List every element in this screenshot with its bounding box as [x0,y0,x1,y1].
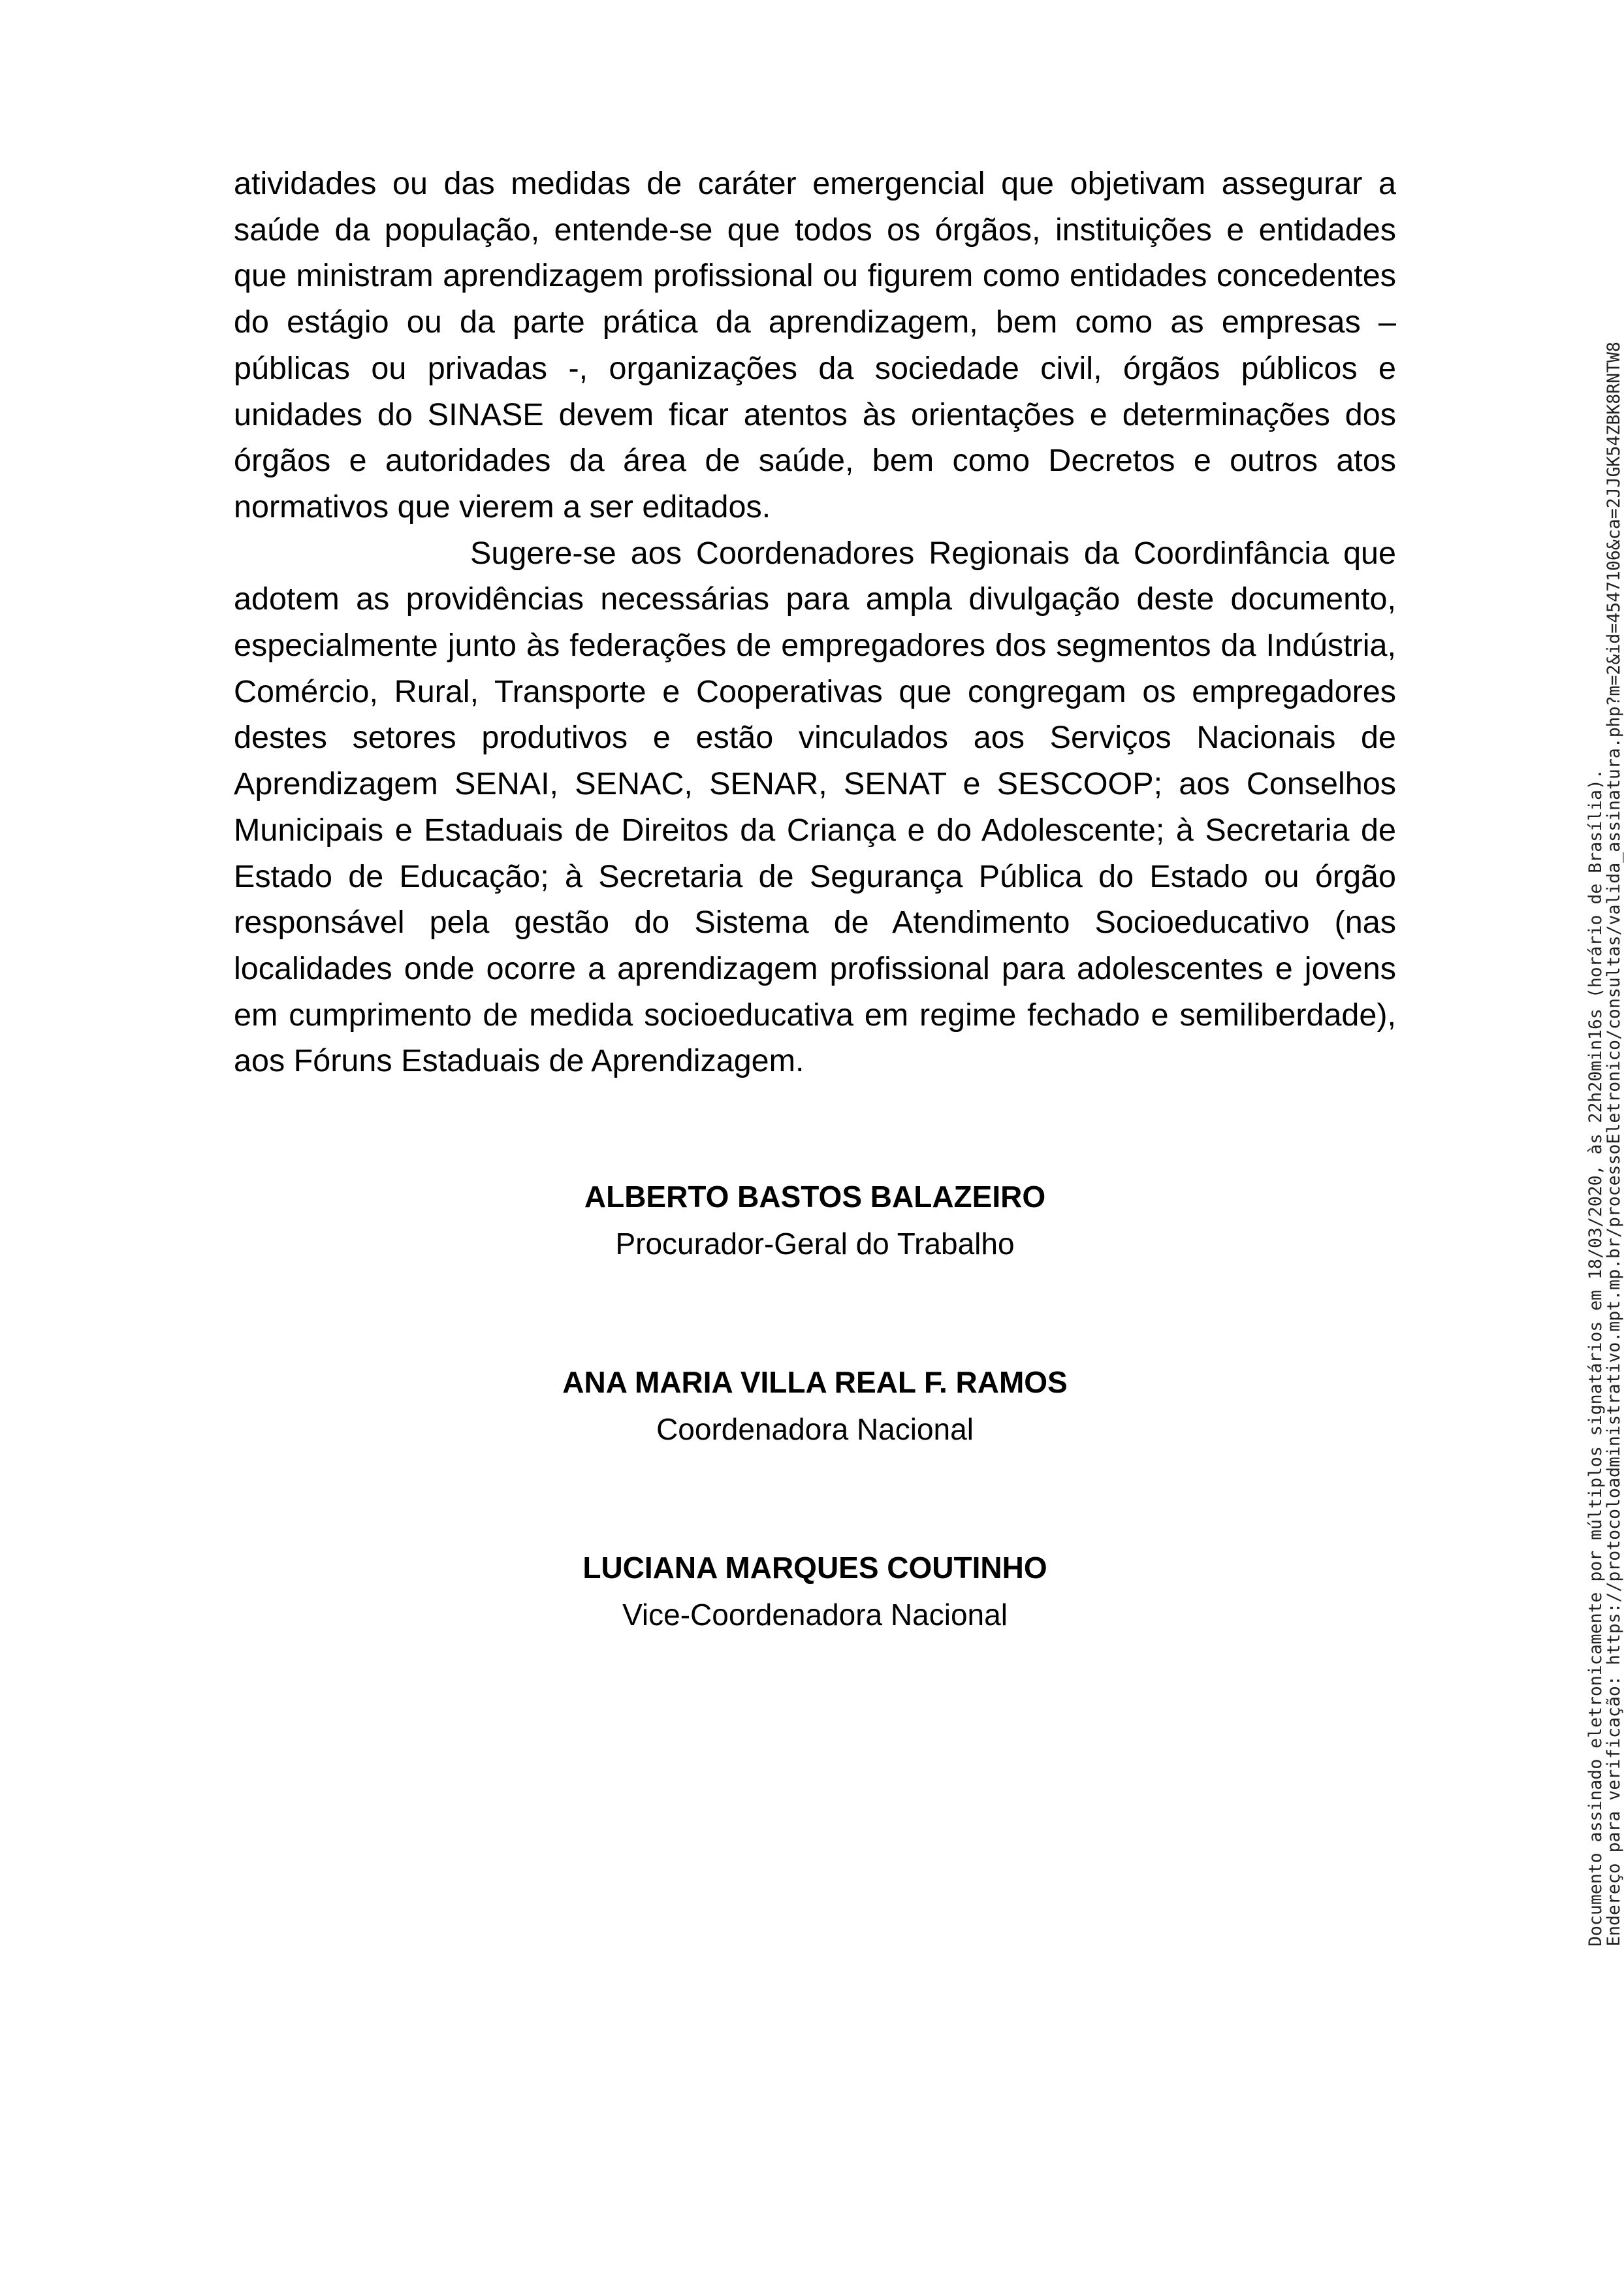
electronic-signature-stamp [1585,342,1624,1946]
signatory-block [234,1173,1396,1267]
signatory-name: ANA MARIA VILLA REAL F. RAMOS [562,1365,1068,1399]
paragraph-emergency-measures: atividades ou das medidas de caráter emergencial que objetivam assegurar a saúde da população, entende-se que todos os órgãos, instituições e entidades que ministram aprendizagem profissional ou figurem como entidades concedentes do estágio ou da parte prática da aprendizagem, bem como as empresas – públicas ou privadas -, organizações da sociedade civil, órgãos públicos e unidades do SINASE devem ficar atentos às orientações e determinações dos órgãos e autoridades da área de saúde, bem como Decretos e outros atos normativos que vierem a ser editados. [234,166,1396,525]
signatory-name: LUCIANA MARQUES COUTINHO [582,1551,1047,1585]
document-body [234,161,1396,1084]
signature-stamp-line: Documento assinado eletronicamente por múltiplos signatários em 18/03/2020, às 22h20min16s (horário de Brasília). [1585,769,1606,1946]
signatory-role: Procurador-Geral do Trabalho [615,1227,1015,1261]
signatory-name: ALBERTO BASTOS BALAZEIRO [584,1180,1046,1214]
signatory-role: Coordenadora Nacional [656,1412,974,1446]
signatory-block [234,1544,1396,1638]
verification-address-line: Endereço para verificação: https://protocoloadministrativo.mpt.mp.br/processoEletronico/consultas/valida_assinatura.php?m=2&id=4547106&ca=2JJGK54ZBK8RNTW8 [1604,342,1624,1946]
signatory-block [234,1359,1396,1453]
paragraph-suggestion: Sugere-se aos Coordenadores Regionais da Coordinfância que adotem as providências necessárias para ampla divulgação deste documento, especialmente junto às federações de empregadores dos segmentos da Indústria, Comércio, Rural, Transporte e Cooperativas que congregam os empregadores destes setores produtivos e estão vinculados aos Serviços Nacionais de Aprendizagem SENAI, SENAC, SENAR, SENAT e SESCOOP; aos Conselhos Municipais e Estaduais de Direitos da Criança e do Adolescente; à Secretaria de Estado de Educação; à Secretaria de Segurança Pública do Estado ou órgão responsável pela gestão do Sistema de Atendimento Socioeducativo (nas localidades onde ocorre a aprendizagem profissional para adolescentes e jovens em cumprimento de medida socioeducativa em regime fechado e semiliberdade), aos Fóruns Estaduais de Aprendizagem. [234,535,1396,1079]
signatory-role: Vice-Coordenadora Nacional [622,1598,1008,1632]
